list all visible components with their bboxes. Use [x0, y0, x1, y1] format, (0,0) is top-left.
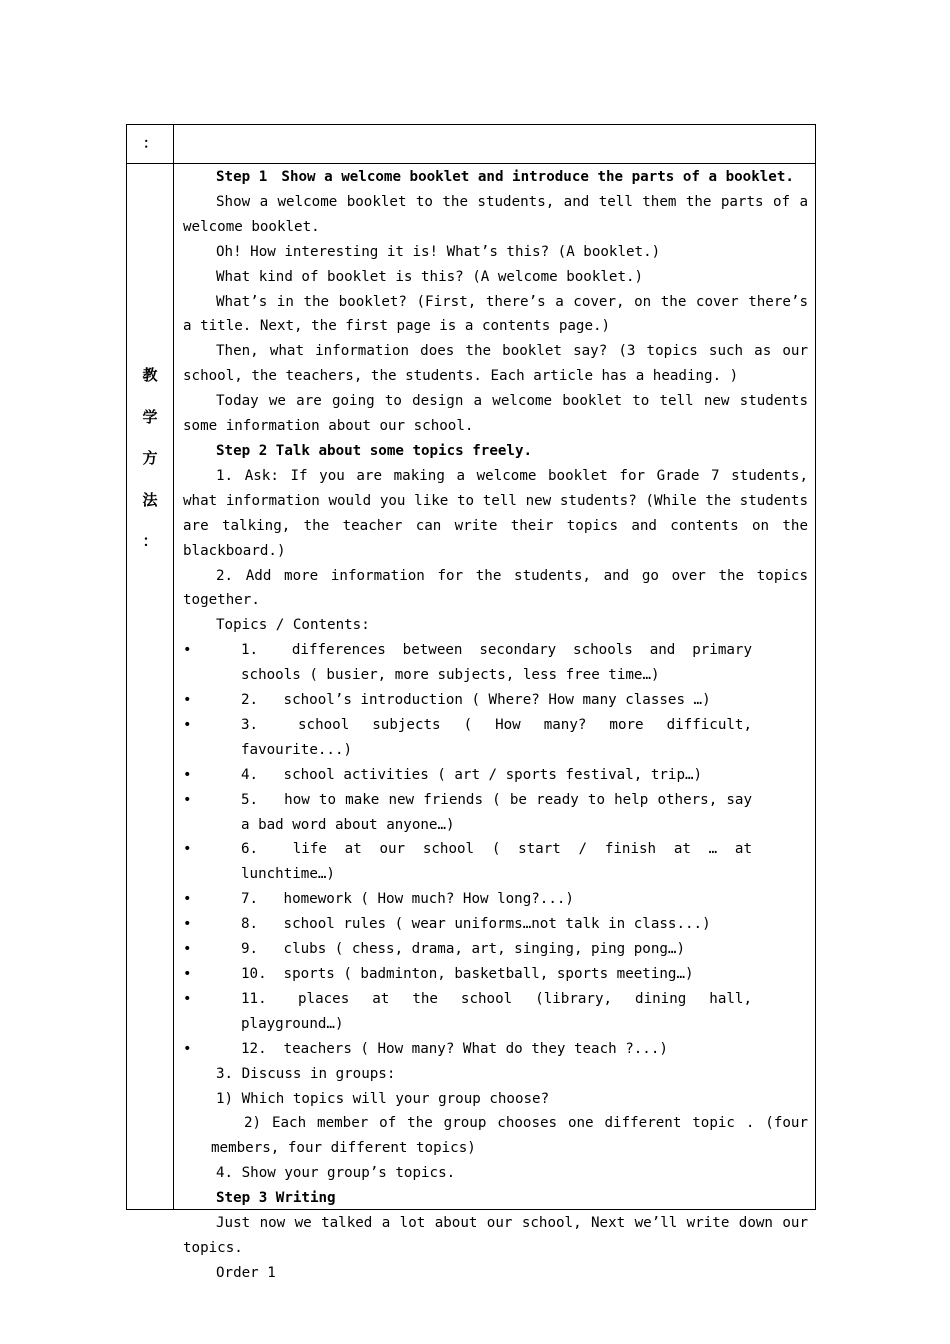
table-header-row — [127, 125, 815, 164]
topics-heading: Topics / Contents: — [216, 617, 370, 634]
lesson-table — [126, 124, 816, 1281]
bullet-icon: • — [183, 1040, 192, 1057]
step1-paragraph: What’s in the booklet? (First, there’s a cover, on the cover there’s a title. Next, the first page is a contents page.) — [183, 293, 808, 335]
item-text: sports ( badminton, basketball, sports meeting…) — [283, 966, 694, 982]
item-text: teachers ( How many? What do they teach ?...) — [283, 1040, 668, 1057]
item-text: school activities ( art / sports festival, trip…) — [283, 766, 703, 783]
discuss-heading: 3. Discuss in groups: — [216, 1065, 396, 1082]
step2-paragraph: 1. Ask: If you are making a welcome booklet for Grade 7 students, what information would you like to tell new students? (While the students are talking, the teacher can write their topics and contents on the blackboard.) — [183, 467, 808, 559]
step1-heading: Step 1 Show a welcome booklet and introduce the parts of a booklet. — [216, 169, 794, 185]
bullet-icon: • — [183, 966, 192, 982]
list-item — [183, 887, 808, 912]
item-number: 1. — [241, 642, 259, 659]
item-text: life at our school ( start / finish at … at lunchtime…) — [241, 841, 752, 883]
step1-paragraph: Show a welcome booklet to the students, and tell them the parts of a welcome booklet. — [183, 193, 808, 235]
step2-heading: Step 2 Talk about some topics freely. — [216, 442, 533, 459]
step3-heading: Step 3 Writing — [216, 1190, 336, 1207]
item-text: homework ( How much? How long?...) — [283, 891, 574, 908]
list-item — [183, 713, 808, 763]
bullet-icon: • — [183, 941, 192, 958]
list-item — [183, 962, 808, 987]
bullet-icon: • — [183, 692, 192, 709]
item-number: 7. — [241, 891, 259, 908]
item-text: school rules ( wear uniforms…not talk in class...) — [283, 916, 711, 933]
item-number: 3. — [241, 716, 259, 733]
label-char: ： — [142, 532, 158, 550]
item-number: 4. — [241, 766, 259, 783]
list-item — [183, 763, 808, 788]
header-label: ： — [143, 136, 157, 152]
label-char: 法 — [142, 490, 158, 509]
step1-paragraph: Oh! How interesting it is! What’s this? (A booklet.) — [216, 243, 661, 260]
bullet-icon: • — [183, 841, 192, 858]
list-item — [183, 688, 808, 713]
bullet-icon: • — [183, 791, 192, 808]
step2-paragraph: 2. Add more information for the students, and go over the topics together. — [183, 567, 808, 609]
column-divider — [173, 125, 174, 1209]
item-number: 2. — [241, 692, 259, 709]
order-label: Order 1 — [216, 1264, 276, 1281]
list-item — [183, 638, 808, 688]
bullet-icon: • — [183, 642, 192, 659]
item-text: how to make new friends ( be ready to help others, say a bad word about anyone…) — [241, 791, 753, 833]
step1-paragraph: Then, what information does the booklet say? (3 topics such as our school, the teachers, the students. Each article has a heading. ) — [183, 343, 808, 385]
item-text: school’s introduction ( Where? How many classes …) — [283, 692, 711, 709]
list-item — [183, 912, 808, 937]
item-number: 6. — [241, 841, 259, 858]
bullet-icon: • — [183, 716, 192, 733]
item-number: 11. — [241, 990, 267, 1007]
show-topics: 4. Show your group’s topics. — [216, 1165, 456, 1182]
discuss-question: 1) Which topics will your group choose? — [216, 1090, 550, 1107]
item-number: 10. — [241, 966, 267, 982]
item-text: places at the school (library, dining hall, playground…) — [241, 990, 752, 1032]
list-item — [183, 937, 808, 962]
step1-paragraph: Today we are going to design a welcome booklet to tell new students some information about our school. — [183, 393, 808, 435]
bullet-icon: • — [183, 916, 192, 933]
step3-paragraph: Just now we talked a lot about our school, Next we’ll write down our topics. — [183, 1215, 808, 1256]
teaching-method-label — [127, 355, 173, 563]
label-char: 学 — [142, 407, 158, 426]
item-text: differences between secondary schools and primary schools ( busier, more subjects, less free time…) — [241, 642, 752, 684]
list-item — [183, 1037, 808, 1062]
item-number: 5. — [241, 791, 259, 808]
label-char: 教 — [142, 366, 158, 384]
list-item — [183, 788, 808, 838]
bullet-icon: • — [183, 891, 192, 908]
discuss-question: 2) Each member of the group chooses one different topic . (four members, four different topics) — [211, 1115, 808, 1157]
item-number: 8. — [241, 916, 259, 933]
item-text: school subjects ( How many? more difficult, favourite...) — [241, 716, 752, 758]
item-number: 9. — [241, 941, 259, 958]
step1-paragraph: What kind of booklet is this? (A welcome booklet.) — [216, 268, 644, 285]
topics-list — [183, 638, 808, 1061]
list-item — [183, 987, 808, 1037]
lesson-content — [183, 165, 808, 1286]
item-text: clubs ( chess, drama, art, singing, ping pong…) — [283, 941, 686, 958]
bullet-icon: • — [183, 766, 192, 783]
label-char: 方 — [142, 449, 158, 467]
list-item — [183, 837, 808, 887]
bullet-icon: • — [183, 990, 192, 1007]
item-number: 12. — [241, 1040, 267, 1057]
